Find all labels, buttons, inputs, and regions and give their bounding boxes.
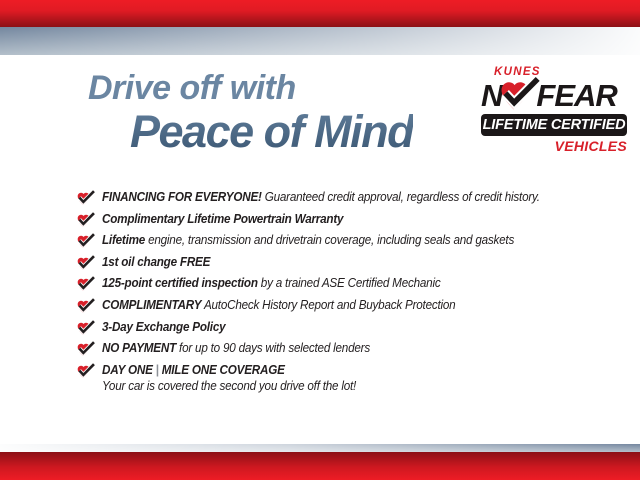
bottom-red-bar [0, 452, 640, 480]
heart-check-bullet-icon [77, 254, 95, 271]
benefit-text [102, 189, 540, 205]
benefit-item [77, 189, 588, 206]
benefit-bold-text: 3-Day Exchange Policy [102, 318, 226, 334]
heart-check-bullet-icon [77, 297, 95, 314]
benefit-text [102, 211, 343, 227]
heart-check-bullet-icon [77, 340, 95, 357]
benefit-detail-text: for up to 90 days with selected lenders [176, 340, 370, 356]
benefit-detail-text: engine, transmission and drivetrain coverage, including seals and gaskets [145, 232, 515, 248]
benefit-bold-text: FINANCING FOR EVERYONE! [102, 189, 262, 204]
heart-check-bullet-icon [77, 319, 95, 336]
heart-check-icon [500, 77, 540, 111]
benefits-list [77, 189, 588, 398]
logo-letter-n: N [481, 77, 503, 113]
headline [88, 71, 413, 155]
heart-check-bullet-icon [77, 362, 95, 379]
benefit-item [77, 319, 588, 336]
benefit-item [77, 362, 588, 394]
benefit-bold-text: Complimentary Lifetime Powertrain Warranty [102, 210, 344, 226]
benefit-second-line: Your car is covered the second you drive off the lot! [102, 377, 357, 393]
logo-vehicles-text: VEHICLES [554, 138, 627, 154]
benefit-text [102, 232, 514, 248]
logo-name-row [481, 79, 627, 112]
benefit-item [77, 275, 588, 292]
benefit-item [77, 254, 588, 271]
bottom-slate-bar [0, 444, 640, 452]
headline-line1: Drive off with [88, 69, 296, 107]
benefit-item [77, 340, 588, 357]
benefit-bold-text-2: MILE ONE COVERAGE [161, 361, 285, 377]
benefit-text [102, 297, 455, 313]
benefit-detail-text: Guaranteed credit approval, regardless of credit history. [261, 189, 540, 204]
benefit-separator: | [152, 361, 162, 377]
top-slate-bar [0, 27, 640, 55]
lifetime-certified-badge: LIFETIME CERTIFIED [481, 114, 627, 136]
heart-check-bullet-icon [77, 275, 95, 292]
heart-check-bullet-icon [77, 189, 95, 206]
benefit-text [102, 340, 370, 356]
benefit-bold-text: COMPLIMENTARY [102, 296, 202, 312]
benefit-detail-text: by a trained ASE Certified Mechanic [257, 275, 441, 291]
logo-brand-text: KUNES [494, 66, 541, 78]
heart-check-bullet-icon [77, 211, 95, 228]
kunes-no-fear-logo [481, 66, 627, 154]
benefit-item [77, 211, 588, 228]
benefit-text [102, 362, 356, 394]
benefit-detail-text: AutoCheck History Report and Buyback Protection [201, 296, 456, 312]
logo-word-fear: FEAR [536, 77, 617, 113]
benefit-item [77, 232, 588, 249]
benefit-bold-text: 1st oil change FREE [102, 253, 211, 269]
heart-check-bullet-icon [77, 232, 95, 249]
benefit-bold-text: Lifetime [102, 232, 146, 248]
benefit-item [77, 297, 588, 314]
headline-line2: Peace of Mind [130, 105, 414, 157]
benefit-bold-text: NO PAYMENT [102, 340, 177, 356]
benefit-text [102, 275, 440, 291]
benefit-text [102, 254, 210, 270]
top-red-bar [0, 0, 640, 27]
benefit-bold-text: 125-point certified inspection [102, 275, 258, 291]
benefit-text [102, 319, 225, 335]
benefit-bold-text: DAY ONE [102, 361, 153, 377]
